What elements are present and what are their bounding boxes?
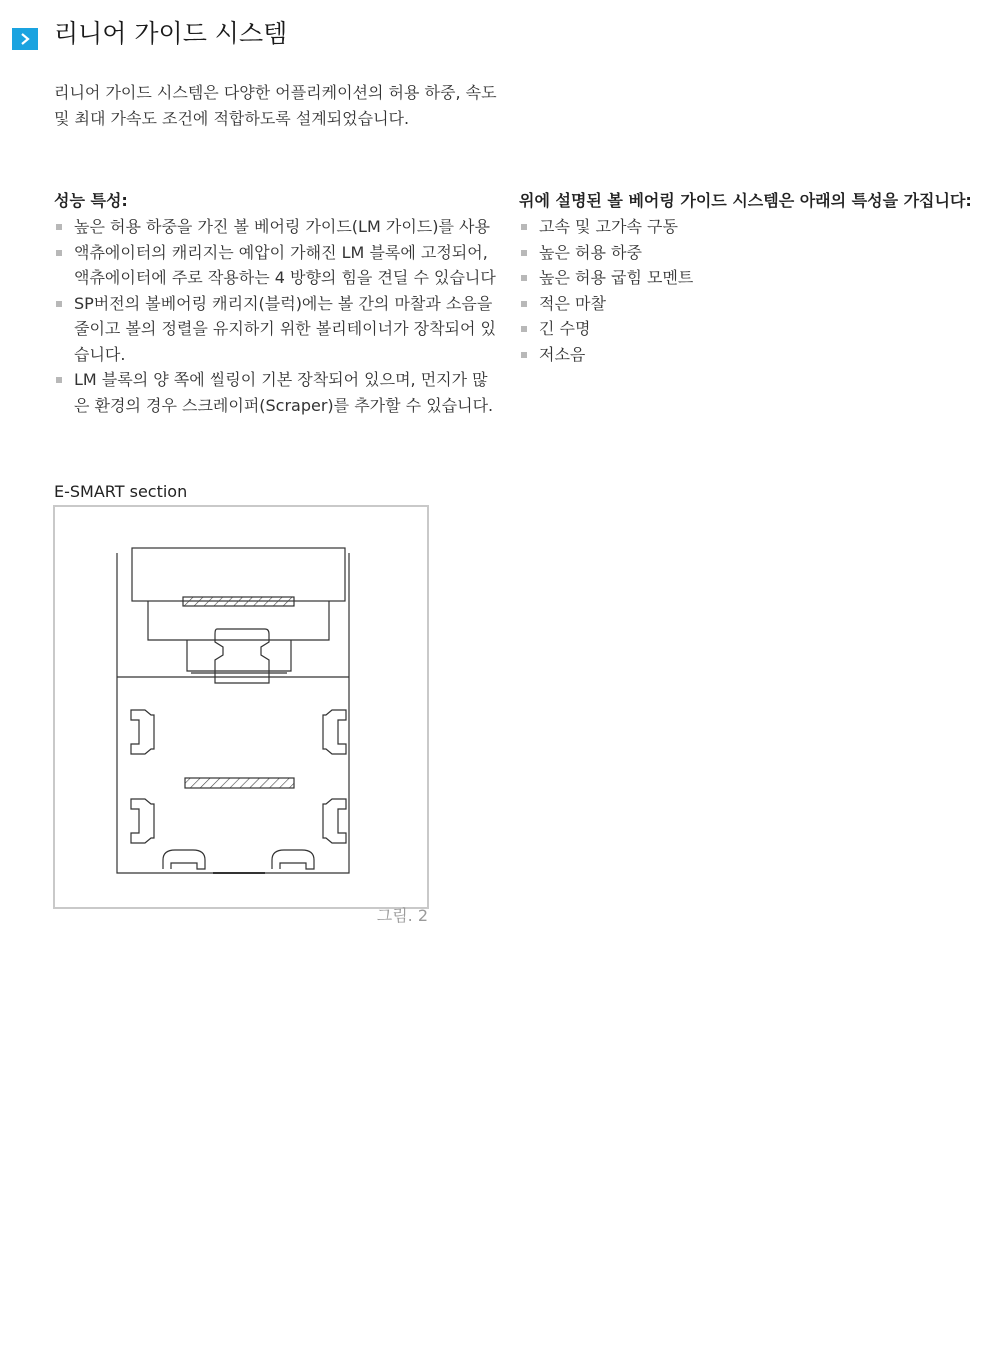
list-item-text: 높은 허용 하중 xyxy=(539,242,642,262)
figure-frame xyxy=(53,505,429,909)
list-item-text: 줄이고 볼의 정렬을 유지하기 위한 볼리테이너가 장착되어 있 xyxy=(74,319,497,338)
bullet-square-icon xyxy=(56,377,62,383)
figure-label: 그림. 2 xyxy=(376,906,428,925)
list-item-text: SP버전의 볼베어링 캐리지(블럭)에는 볼 간의 마찰과 소음을 xyxy=(74,293,493,313)
list-item-text: 적은 마찰 xyxy=(539,293,606,313)
intro-line: 및 최대 가속도 조건에 적합하도록 설계되었습니다. xyxy=(54,109,410,128)
bullet-square-icon xyxy=(521,224,527,230)
intro-line: 리니어 가이드 시스템은 다양한 어플리케이션의 허용 하중, 속도 xyxy=(54,83,497,102)
bullet-square-icon xyxy=(56,301,62,307)
bullet-square-icon xyxy=(521,275,527,281)
list-item xyxy=(519,342,979,368)
bullet-square-icon xyxy=(521,250,527,256)
performance-heading: 성능 특성: xyxy=(54,191,128,210)
list-item-text: 은 환경의 경우 스크레이퍼(Scraper)를 추가할 수 있습니다. xyxy=(74,395,494,415)
list-item-text: 저소음 xyxy=(539,344,586,364)
list-item-text: 높은 허용 하중을 가진 볼 베어링 가이드(LM 가이드)를 사용 xyxy=(74,217,490,236)
features-section xyxy=(519,188,979,367)
section-marker xyxy=(12,28,38,50)
list-item xyxy=(54,214,504,240)
list-item-text: LM 블록의 양 쪽에 씰링이 기본 장착되어 있으며, 먼지가 많 xyxy=(74,370,488,389)
bullet-square-icon xyxy=(521,301,527,307)
list-item-text: 긴 수명 xyxy=(539,319,591,338)
list-item-text: 액츄에이터에 주로 작용하는 4 방향의 힘을 견딜 수 있습니다 xyxy=(74,268,496,287)
bullet-square-icon xyxy=(521,352,527,358)
performance-list xyxy=(54,214,504,418)
list-item-text: 고속 및 고가속 구동 xyxy=(539,217,678,236)
page-title: 리니어 가이드 시스템 xyxy=(54,19,288,48)
list-item xyxy=(519,265,979,291)
bullet-square-icon xyxy=(56,224,62,230)
list-item-text: 습니다. xyxy=(74,344,126,364)
bullet-square-icon xyxy=(56,250,62,256)
list-item xyxy=(519,240,979,266)
list-item xyxy=(519,291,979,317)
intro-paragraph xyxy=(54,80,514,132)
features-heading: 위에 설명된 볼 베어링 가이드 시스템은 아래의 특성을 가집니다: xyxy=(519,191,972,210)
list-item xyxy=(519,214,979,240)
list-item xyxy=(54,291,504,368)
list-item-text: 높은 허용 굽힘 모멘트 xyxy=(539,268,694,287)
figure-caption: E-SMART section xyxy=(54,482,188,501)
e-smart-section-drawing xyxy=(55,507,427,907)
list-item xyxy=(54,367,504,418)
list-item xyxy=(519,316,979,342)
list-item xyxy=(54,240,504,291)
performance-section xyxy=(54,188,504,418)
features-list xyxy=(519,214,979,367)
bullet-square-icon xyxy=(521,326,527,332)
list-item-text: 액츄에이터의 캐리지는 예압이 가해진 LM 블록에 고정되어, xyxy=(74,242,488,262)
chevron-right-icon xyxy=(19,33,31,45)
